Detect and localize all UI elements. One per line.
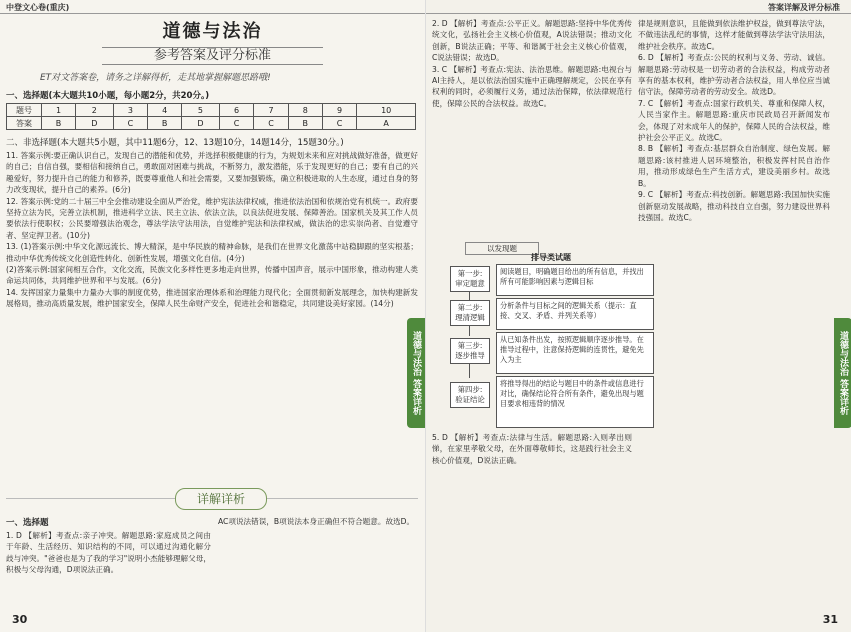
detail-section-title: 一、选择题 [6, 518, 49, 528]
question-number: 6 [219, 104, 254, 117]
answer-paragraph: 9. C 【解析】考查点:科技创新。解题思路:我国加快实施创新驱动发展战略，推动科技自立自强，努力建设世界科技强国。故选C。 [638, 190, 830, 222]
flow-arrow [469, 364, 470, 378]
answer-table-header-row [7, 104, 416, 117]
answer-cell: B [42, 117, 76, 130]
side-tab-left: 道德与法治 答案详析 [407, 318, 425, 428]
answer-cell: D [182, 117, 220, 130]
answer-paragraph: 2. D 【解析】考查点:公平正义。解题思路:坚持中华优秀传统文化，弘扬社会主义核心价值观，A说法错误；推动文化创新，B说法正确；平等、和谐属于社会主义核心价值观，C说法错误；故选D。 [432, 19, 632, 63]
answer-cell: C [113, 117, 148, 130]
flow-step-label: 第二步: 理清逻辑 [450, 300, 490, 326]
table-answer-label: 答案 [7, 117, 42, 130]
answer-paragraph: 12. 答案示例:党的二十届三中全会推动建设全面从严治党，维护宪法法律权威，推进依法治国和依规治党有机统一。政府要坚持立法为民，完善立法机制，推进科学立法、民主立法、依法立法，以良法促进发展、保障善治。国家机关及其工作人员要依法行使职权；公民要增强法治观念，尊法学法守法用法，自觉维护宪法和法律权威，做法治的忠实崇尚者、自觉遵守者、坚定捍卫者。(10分) [6, 196, 418, 240]
answer-table-answer-row [7, 117, 416, 130]
answer-paragraph: 14. 发挥国家力量集中力量办大事的制度优势，推进国家治理体系和治理能力现代化；全面贯彻新发展理念，加快构建新发展格局，推动高质量发展，维护国家安全，保障人民生命财产安全，促进社会和谐稳定，共同建设美好家园。(14分) [6, 287, 418, 309]
answer-cell: A [357, 117, 416, 130]
question-number: 10 [357, 104, 416, 117]
question-number: 8 [288, 104, 322, 117]
answer-paragraph: 11. 答案示例:要正确认识自己，发现自己的潜能和优势，并选择积极健康的行为，为规划未来和应对挑战做好准备，做更好的自己；自信自强，要相信和接纳自己，勇敢面对困难与挑战，不断努力，激发潜能，乐于发现更好的自己；要有自己的兴趣爱好，努力提升自己的能力和修养，既要尊重他人和社会需要，又要加强锻炼，确立积极进取的人生态度，通过自身的努力改变现状，提升自己的素养。(6分) [6, 151, 418, 195]
question-number: 9 [322, 104, 357, 117]
question-number: 1 [42, 104, 76, 117]
flow-diagram [450, 252, 652, 426]
answer-paragraph: (2)答案示例:国家间相互合作，文化交流，民族文化多样性更多地走向世界，传播中国声音，展示中国形象，推动构建人类命运共同体，共同维护世界和平与发展。(6分) [6, 265, 418, 286]
flow-step-label: 第一步: 审定题意 [450, 266, 490, 292]
section2-title: 二、非选择题(本大题共5小题，其中11题6分，12、13题10分，14题14分，15题30分。) [6, 138, 344, 148]
answer-paragraph: 5. D 【解析】考查点:法律与生活。解题思路:入则孝出则悌，在家里孝敬父母，在外面尊敬师长，这是践行社会主义核心价值观，D说法正确。 [432, 433, 632, 465]
study-note: ET对文答案卷，请务之详解得析，走其地掌握解题思路哦! [40, 73, 271, 83]
flow-title: 排导类试题 [531, 253, 571, 262]
right-page-header: 答案详解及评分标准 [768, 3, 840, 12]
flow-arrow [469, 326, 470, 336]
header-divider [0, 13, 425, 14]
flow-step-label: 第四步: 验证结论 [450, 382, 490, 408]
question-number: 7 [254, 104, 289, 117]
left-page [0, 0, 425, 632]
flow-step-text: 从已知条件出发，按照逻辑顺序逐步推导。在推导过程中，注意保持逻辑的连贯性，避免先入为主 [496, 332, 654, 374]
answer-paragraph: 7. C 【解析】考查点:国家行政机关、尊重和保障人权，人民当家作主。解题思路:重庆市民政局召开新闻发布会，体现了对未成年人的保护，保障人民的合法权益，维护社会公平正义。故选C。 [638, 98, 830, 143]
header-divider [426, 13, 851, 14]
page-number-right: 31 [822, 613, 838, 626]
detail-heading: 详解详析 [175, 488, 267, 510]
flow-step-text: 阅读题目，明确题目给出的所有信息，并找出所有可能影响因素与逻辑目标 [496, 264, 654, 296]
right-col1-top [432, 18, 632, 243]
answer-cell: C [322, 117, 357, 130]
flow-step-label: 第三步: 逐步推导 [450, 338, 490, 364]
answer-banner [110, 45, 315, 67]
answer-table [6, 103, 416, 130]
flow-arrow [469, 292, 470, 300]
section1-title: 一、选择题(本大题共10小题，每小题2分，共20分。) [6, 91, 210, 101]
page-number-left: 30 [12, 613, 28, 626]
question-number: 5 [182, 104, 220, 117]
answer-paragraph: 6. D 【解析】考查点:公民的权利与义务、劳动、诚信。解题思路:劳动权是一切劳动者的合法权益，构成劳动者享有的基本权利，维护劳动者合法权益，用人单位应当诚信守法，保障劳动者的劳动安全。故选D。 [638, 53, 830, 97]
table-header-label: 题号 [7, 104, 42, 117]
answer-paragraph: 3. C 【解析】考查点:宪法、法治思维。解题思路:电视台与AI主持人，是以依法治国实施中正确理解规定，公民在享有权利的同时，必须履行义务，通过法治保障，依法律规范行使，保障公民的合法权益。故选C。 [432, 64, 632, 108]
flow-step-text: 将推导得出的结论与题目中的条件或信息进行对比，确保结论符合所有条件，避免出现与题目要求相违背的情况 [496, 376, 654, 428]
side-tab-right: 道德与法治 答案详析 [834, 318, 851, 428]
page-title: 道德与法治 [162, 21, 263, 42]
answer-paragraph: 13. (1)答案示例:中华文化源远流长、博大精深，是中华民族的精神命脉，是我们在世界文化激荡中站稳脚跟的坚实根基；推动中华优秀传统文化创造性转化、创新性发展，增强文化自信。(4分) [6, 242, 418, 263]
answer-cell: B [288, 117, 322, 130]
right-col2 [638, 18, 830, 613]
detail-paragraph-right: AC项说法错误，B项说法本身正确但不符合题意。故选D。 [218, 517, 415, 526]
question-number: 4 [148, 104, 182, 117]
detail-paragraph-left: 1. D 【解析】考查点:亲子冲突。解题思路:家庭成员之间由于年龄、生活经历、知识结构的不同，可以通过沟通化解分歧与冲突。"爸爸也是为了我的学习"说明小杰能够理解父母，积极与父母沟通，D项说法正确。 [6, 531, 211, 575]
answer-paragraph: 律是规则意识，且能做到依法维护权益，做到尊法守法，不做违法乱纪的事情，这样才能做到尊法学法守法用法，维护社会秩序。故选C。 [638, 19, 830, 51]
answer-cell: C [219, 117, 254, 130]
answer-paragraphs [6, 150, 418, 485]
answer-cell: B [148, 117, 182, 130]
flow-step-text: 分析条件与目标之间的逻辑关系（提示：直接、交叉、矛盾、并列关系等） [496, 298, 654, 330]
flow-tube-label: 以发现题 [465, 242, 539, 255]
left-page-header: 中登文心卷(重庆) [6, 3, 70, 12]
answer-cell: D [76, 117, 114, 130]
answer-banner-text: 参考答案及评分标准 [148, 48, 277, 63]
question-number: 2 [76, 104, 114, 117]
right-col1-bottom [432, 432, 632, 612]
question-number: 3 [113, 104, 148, 117]
answer-paragraph: 8. B 【解析】考查点:基层群众自治制度、绿色发展。解题思路:该村推进人居环境整治，积极发挥村民自治作用，推动形成绿色生产生活方式，建设美丽乡村。故选B。 [638, 144, 830, 188]
answer-cell: C [254, 117, 289, 130]
